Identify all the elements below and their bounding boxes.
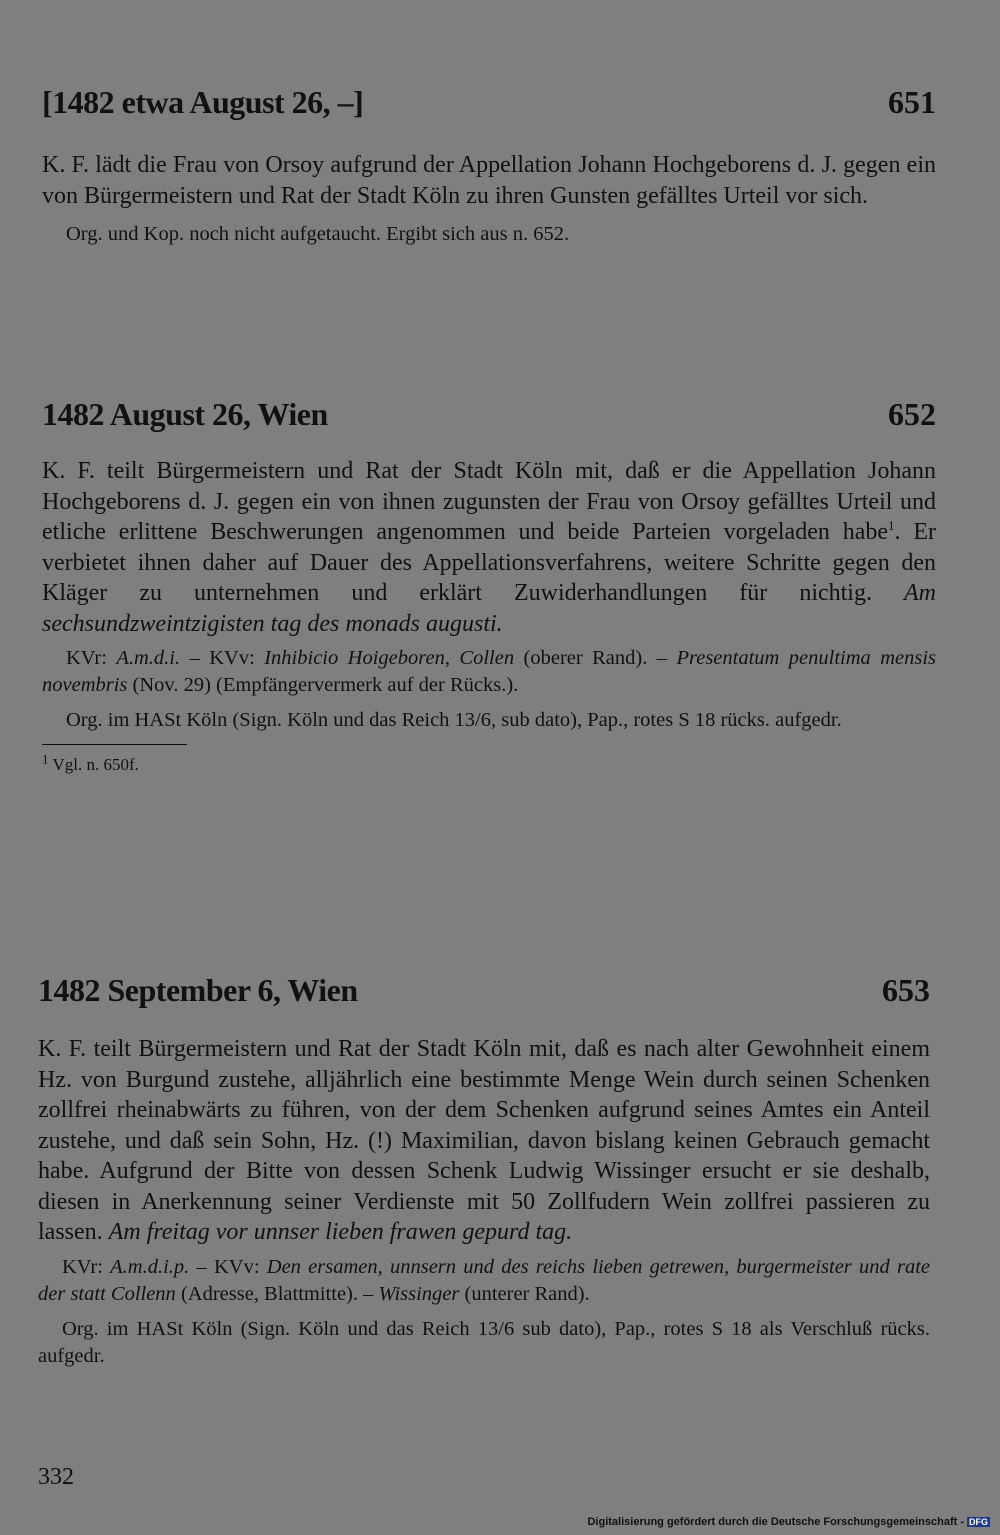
footnote-rule bbox=[42, 744, 187, 745]
note-italic: Inhibicio Hoigeboren, Collen bbox=[264, 647, 515, 669]
entry-regest bbox=[38, 1034, 930, 1248]
entry-source: Org. im HASt Köln (Sign. Köln und das Reich 13/6 sub dato), Pap., rotes S 18 als Verschluß rücks. aufgedr. bbox=[38, 1317, 930, 1367]
footnote-text: Vgl. n. 650f. bbox=[52, 755, 139, 774]
entry-date: 1482 September 6, Wien bbox=[38, 972, 358, 1008]
entry-source: Org. und Kop. noch nicht aufgetaucht. Ergibt sich aus n. 652. bbox=[66, 223, 570, 245]
entry-date: 1482 August 26, Wien bbox=[42, 396, 328, 432]
entry-number: 652 bbox=[888, 396, 936, 432]
entry-notes bbox=[38, 1254, 930, 1308]
note-text: (Nov. 29) (Empfängervermerk auf der Rücks.). bbox=[127, 674, 519, 696]
entry-651 bbox=[42, 84, 936, 248]
entry-regest bbox=[42, 456, 936, 639]
regest-text: K. F. teilt Bürgermeistern und Rat der Stadt Köln mit, daß es nach alter Gewohnheit einem Hz. von Burgund zustehe, alljährlich eine bestimmte Menge Wein durch seinen Schenken zollfrei rheinabwärts zu führen, von der dem Schenken aufgrund seines Amtes ein Anteil zustehe, und daß sein Sohn, Hz. (!) Maximilian, davon bislang keinen Gebrauch gemacht habe. Aufgrund der Bitte von dessen Schenk Ludwig Wissinger ersucht er sie deshalb, diesen in Anerkennung seiner Verdienste mit 50 Zollfudern Wein zollfrei passieren zu lassen. bbox=[38, 1036, 930, 1245]
page-number: 332 bbox=[38, 1464, 74, 1490]
entry-header bbox=[42, 84, 936, 124]
note-italic: Presentatum penultima mensis novembris bbox=[42, 647, 937, 696]
regest-text-cont: . Er verbietet ihnen daher auf Dauer des Appellationsverfahrens, weitere Schritte gegen den Kläger zu unternehmen und erklärt Zuwiderhandlungen für nichtig. bbox=[42, 519, 936, 606]
entry-header bbox=[38, 972, 930, 1012]
entry-number: 653 bbox=[882, 972, 930, 1008]
entry-number: 651 bbox=[888, 84, 936, 120]
note-italic: A.m.d.i.p. bbox=[110, 1255, 190, 1278]
footnote-mark: 1 bbox=[42, 751, 49, 767]
regest-dating: Am sechsundzweintzigisten tag des monads augusti. bbox=[42, 580, 936, 637]
footnote-ref: 1 bbox=[888, 518, 895, 533]
note-italic: Wissinger bbox=[378, 1282, 460, 1305]
footer-text: Digitalisierung gefördert durch die Deutsche Forschungsgemeinschaft - bbox=[587, 1516, 964, 1528]
entry-regest: K. F. lädt die Frau von Orsoy aufgrund der Appellation Johann Hochgeborens d. J. gegen ein von Bürgermeistern und Rat der Stadt Köln zu ihren Gunsten gefälltes Urteil vor sich. bbox=[42, 152, 936, 209]
note-text: (unterer Rand). bbox=[459, 1282, 590, 1305]
note-text: (oberer Rand). – bbox=[514, 647, 677, 669]
entry-653 bbox=[38, 972, 930, 1370]
note-text: – KVv: bbox=[180, 647, 265, 669]
entry-source: Org. im HASt Köln (Sign. Köln und das Reich 13/6, sub dato), Pap., rotes S 18 rücks. aufgedr. bbox=[66, 709, 842, 731]
entry-header bbox=[42, 396, 936, 436]
note-text: KVr: bbox=[62, 1255, 111, 1278]
note-text: (Adresse, Blattmitte). – bbox=[175, 1282, 379, 1305]
digitization-footer bbox=[587, 1516, 990, 1528]
entry-notes bbox=[42, 645, 936, 699]
note-text: KVr: bbox=[66, 647, 117, 669]
note-italic: Den ersamen, unnsern und des reichs lieben getrewen, burgermeister und rate der statt Collenn bbox=[38, 1255, 931, 1305]
note-text: – KVv: bbox=[189, 1255, 267, 1278]
entry-652 bbox=[42, 396, 936, 775]
dfg-logo: DFG bbox=[969, 1517, 988, 1527]
footnote bbox=[42, 751, 936, 775]
regest-dating: Am freitag vor unnser lieben frawen gepurd tag. bbox=[108, 1219, 573, 1245]
entry-date: [1482 etwa August 26, –] bbox=[42, 84, 364, 120]
regest-text: K. F. teilt Bürgermeistern und Rat der Stadt Köln mit, daß er die Appellation Johann Hochgeborens d. J. gegen ein von ihnen zugunsten der Frau von Orsoy gefälltes Urteil und etliche erlittene Beschwerungen angenommen und beide Parteien vorgeladen habe bbox=[42, 458, 936, 545]
note-italic: A.m.d.i. bbox=[116, 647, 181, 669]
